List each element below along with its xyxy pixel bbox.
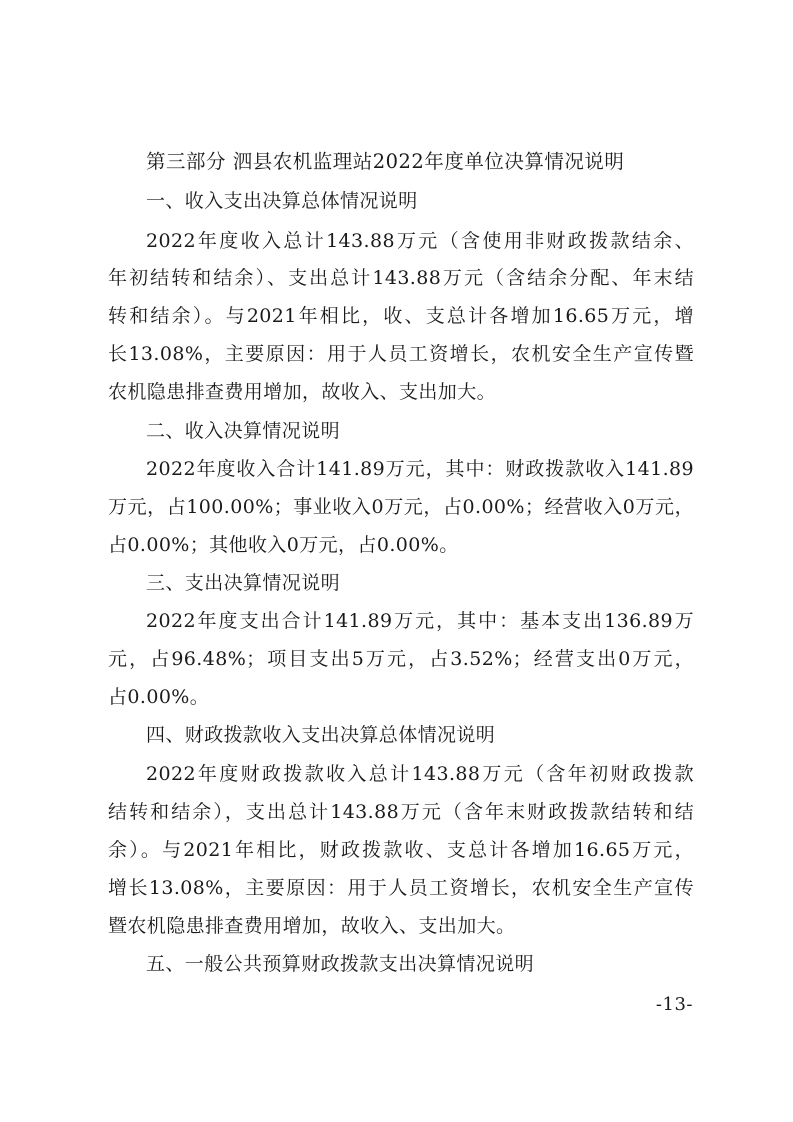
paragraph-line: 2022年度收入合计141.89万元，其中：财政拨款收入141.89 (146, 458, 694, 480)
section-heading-5: 五、一般公共预算财政拨款支出决算情况说明 (146, 953, 535, 975)
paragraph-line: 长13.08%，主要原因：用于人员工资增长，农机安全生产宣传暨 (108, 343, 694, 365)
paragraph-line: 余）。与2021年相比，财政拨款收、支总计各增加16.65万元， (108, 839, 694, 861)
paragraph-line: 结转和结余），支出总计143.88万元（含年末财政拨款结转和结 (108, 801, 694, 823)
section-heading-2: 二、收入决算情况说明 (146, 420, 341, 442)
page-number: -13- (655, 994, 693, 1015)
page-title: 第三部分 泗县农机监理站2022年度单位决算情况说明 (146, 150, 625, 173)
paragraph-line: 2022年度支出合计141.89万元，其中：基本支出136.89万 (146, 610, 694, 632)
paragraph-line: 农机隐患排查费用增加，故收入、支出加大。 (108, 381, 497, 403)
paragraph-line: 年初结转和结余）、支出总计143.88万元（含结余分配、年末结 (108, 267, 694, 289)
paragraph-line: 占0.00%；其他收入0万元，占0.00%。 (108, 534, 459, 556)
paragraph-line: 2022年度财政拨款收入总计143.88万元（含年初财政拨款 (146, 763, 694, 785)
paragraph-line: 万元，占100.00%；事业收入0万元，占0.00%；经营收入0万元， (108, 496, 694, 518)
section-heading-3: 三、支出决算情况说明 (146, 572, 341, 594)
section-heading-1: 一、收入支出决算总体情况说明 (146, 190, 418, 212)
paragraph-line: 元，占96.48%；项目支出5万元，占3.52%；经营支出0万元， (108, 648, 694, 670)
paragraph-line: 占0.00%。 (108, 686, 210, 708)
section-heading-4: 四、财政拨款收入支出决算总体情况说明 (146, 724, 496, 746)
paragraph-line: 暨农机隐患排查费用增加，故收入、支出加大。 (108, 915, 516, 937)
paragraph-line: 2022年度收入总计143.88万元（含使用非财政拨款结余、 (146, 230, 694, 252)
paragraph-line: 增长13.08%，主要原因：用于人员工资增长，农机安全生产宣传 (108, 877, 694, 899)
paragraph-line: 转和结余）。与2021年相比，收、支总计各增加16.65万元，增 (108, 305, 694, 327)
